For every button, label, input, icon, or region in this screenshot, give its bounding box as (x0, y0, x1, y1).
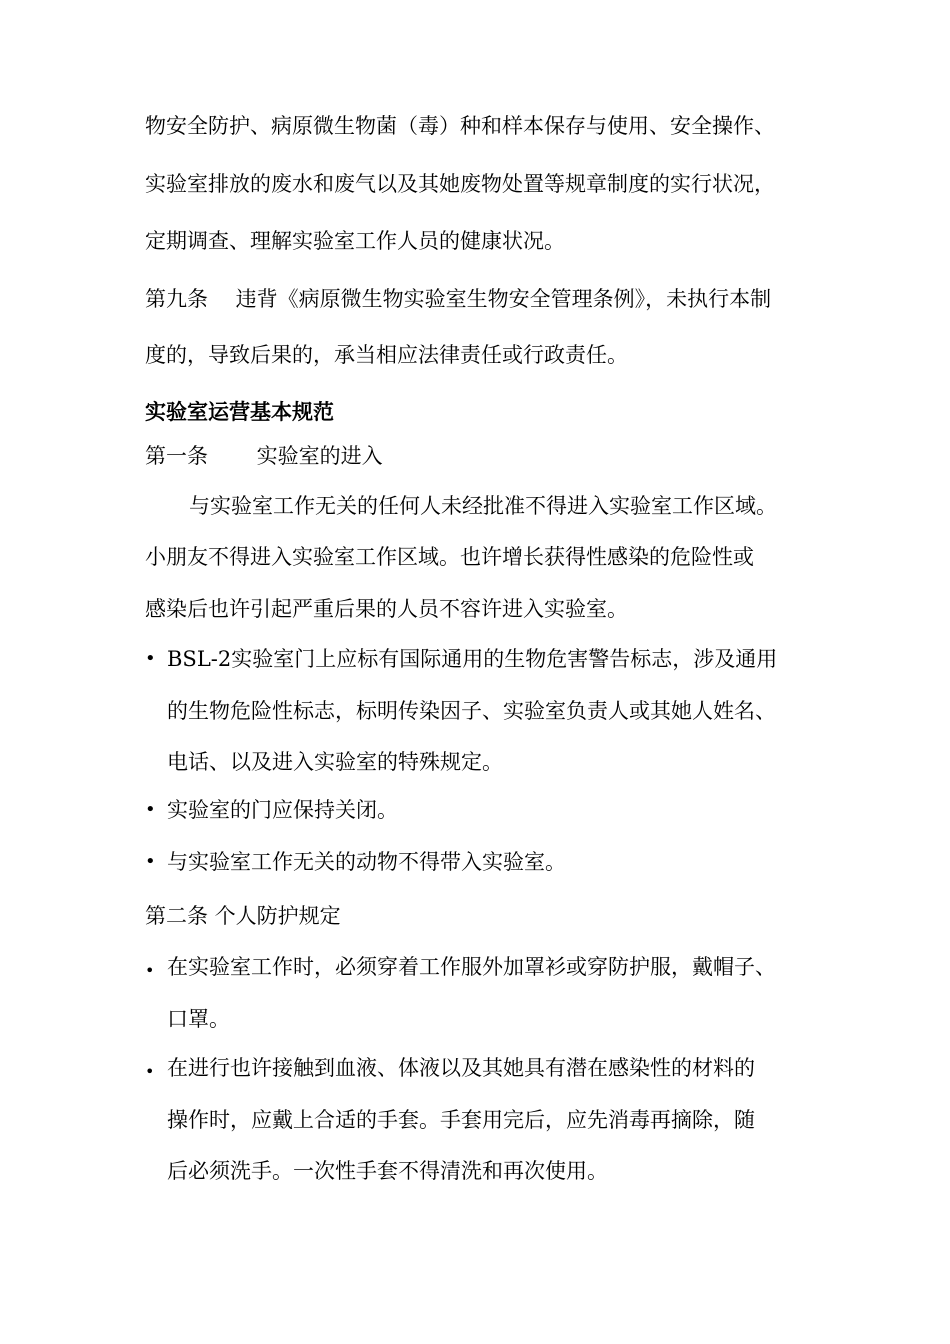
art1-para-line-1: 与实验室工作无关的任何人未经批准不得进入实验室工作区域。 (189, 494, 777, 518)
art1-para-line-2: 小朋友不得进入实验室工作区域。也许增长获得性感染的危险性或 (145, 545, 754, 569)
bullet-line: 实验室的门应保持关闭。 (167, 798, 398, 822)
art1-para-line-3: 感染后也许引起严重后果的人员不容许进入实验室。 (145, 597, 628, 621)
bullet-line: 与实验室工作无关的动物不得带入实验室。 (167, 850, 566, 874)
bullet-line: 在进行也许接触到血液、体液以及其她具有潜在感染性的材料的 (167, 1056, 755, 1080)
intro-line-1: 物安全防护、病原微生物菌（毒）种和样本保存与使用、安全操作、 (145, 114, 775, 138)
art2-title: 第二条 个人防护规定 (145, 904, 341, 928)
bullet-icon: • (145, 851, 156, 872)
intro-line-3: 定期调查、理解实验室工作人员的健康状况。 (145, 229, 565, 253)
art2-bullet-1-line-2: 口罩。 (167, 1007, 230, 1031)
article9-line-2: 度的，导致后果的，承当相应法律责任或行政责任。 (145, 343, 628, 367)
article9-line-1: 第九条 违背《病原微生物实验室生物安全管理条例》，未执行本制 (145, 287, 772, 311)
art1-bullet-1-line-2: 的生物危险性标志，标明传染因子、实验室负责人或其她人姓名、 (167, 699, 776, 723)
bullet-line: BSL-2实验室门上应标有国际通用的生物危害警告标志，涉及通用 (167, 647, 778, 671)
bullet-icon: • (145, 648, 156, 669)
bullet-icon: • (145, 1062, 155, 1081)
art1-bullet-1-line-3: 电话、以及进入实验室的特殊规定。 (167, 750, 503, 774)
art2-bullet-2-line-2: 操作时，应戴上合适的手套。手套用完后，应先消毒再摘除，随 (167, 1108, 755, 1132)
section-title: 实验室运营基本规范 (145, 399, 334, 424)
bullet-line: 在实验室工作时，必须穿着工作服外加罩衫或穿防护服，戴帽子、 (167, 955, 776, 979)
intro-line-2: 实验室排放的废水和废气以及其她废物处置等规章制度的实行状况， (145, 172, 775, 196)
bullet-icon: • (145, 961, 155, 980)
art1-title: 第一条 实验室的进入 (145, 444, 383, 468)
bullet-icon: • (145, 799, 156, 820)
art2-bullet-2-line-3: 后必须洗手。一次性手套不得清洗和再次使用。 (167, 1159, 608, 1183)
